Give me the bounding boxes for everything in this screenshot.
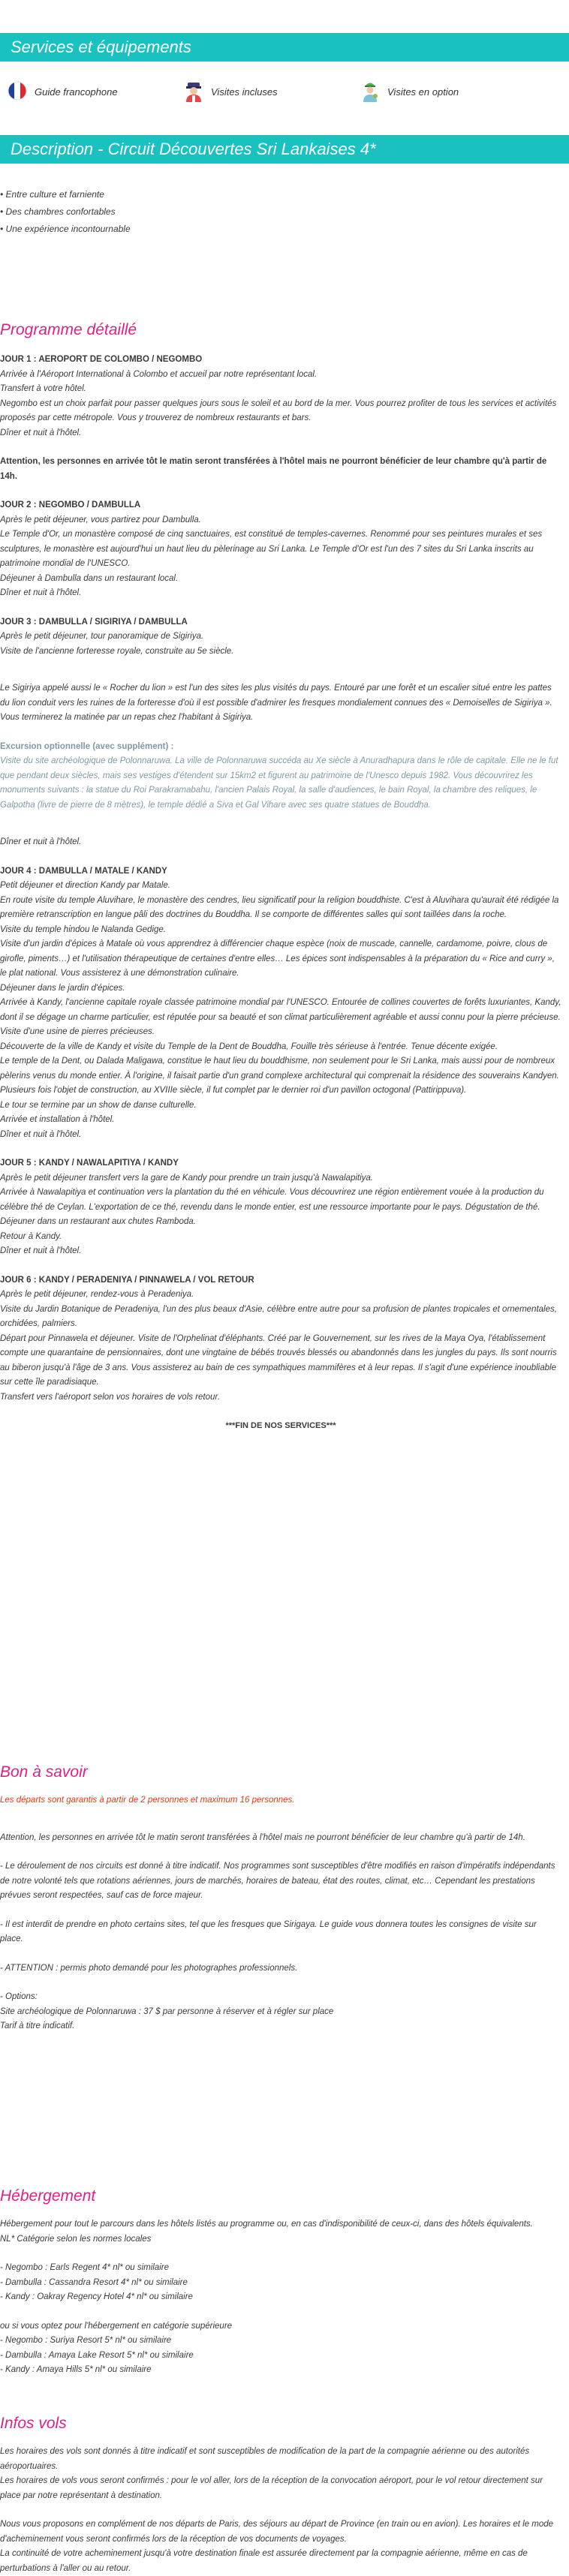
- info-text: Tarif à titre indicatif.: [0, 2021, 75, 2030]
- arrival-note: Attention, les personnes en arrivée tôt le matin seront transférées à l'hôtel mais ne pourront bénéficier de leur chambre qu'à partir de 14h.: [0, 457, 547, 481]
- hotel-item: - Dambulla : Cassandra Resort 4* nl* ou similaire: [0, 2277, 188, 2287]
- program-text: Le temple de la Dent, ou Dalada Maligawa, constitue le haut lieu du bouddhisme, non seulement pour le Sri Lanka, mais aussi pour de nombreux pèlerins venus du monde entier. À l'origine, il faisait partie d'un grand complexe architectural qui comprenait la résidence des souverains Kandyen. Plusieurs fois l'objet de construction, au XVIIIe siècle, il fut complet par le dernier roi d'un pavillon octogonal (Pattirippuva).: [0, 1057, 559, 1095]
- bon-a-savoir-body: [0, 1793, 561, 2034]
- info-text: Les horaires des vols sont donnés à titre indicatif et sont susceptibles de modification de la part de la compagnie aérienne ou des autorités aéroportuaires.: [0, 2447, 530, 2471]
- program-text: Après le petit déjeuner transfert vers la gare de Kandy pour prendre un train jusqu'à Nawalapitiya.: [0, 1173, 373, 1183]
- bullet-item: • Des chambres confortables: [0, 206, 116, 217]
- program-text: Déjeuner dans le jardin d'épices.: [0, 983, 125, 993]
- service-guide-label: Guide francophone: [35, 86, 118, 98]
- program-text: Après le petit déjeuner, vous partirez pour Dambulla.: [0, 515, 201, 525]
- program-text: Petit déjeuner et direction Kandy par Matale.: [0, 881, 170, 890]
- info-text: - Options:: [0, 1992, 38, 2001]
- program-text: Le Temple d'Or, un monastère composé de cinq sanctuaires, est constitué de temples-cavernes. Renommé pour ses peintures murales et ses sculptures, le monastère est aujourd'hui un haut lieu du pèlerinage au Sri Lanka. Le Temple d'Or est l'un des 7 sites du Sri Lanka inscrits au patrimoine mondial de l'UNESCO.: [0, 530, 543, 568]
- day-title: JOUR 1 : AEROPORT DE COLOMBO / NEGOMBO: [0, 355, 203, 364]
- program-text: Découverte de la ville de Kandy et visite du Temple de la Dent de Bouddha, Fouille très sérieuse à l'entrée. Tenue décente exigée.: [0, 1042, 498, 1051]
- info-text: - ATTENTION : permis photo demandé pour les photographes professionnels.: [0, 1963, 298, 1973]
- program-text: Le Sigiriya appelé aussi le « Rocher du lion » est l'un des sites les plus visités du pays. Entouré par une forêt et un escalier situé entre les pattes du lion conduit vers les ruines de la forteresse d'où il est possible d'admirer les fresques mondialement connues des « Demoiselles de Sigiriya ».: [0, 684, 552, 708]
- bullet-item: • Entre culture et farniente: [0, 189, 104, 200]
- info-text: Site archéologique de Polonnaruwa : 37 $ par personne à réserver et à régler sur place: [0, 2006, 334, 2016]
- info-text: NL* Catégorie selon les normes locales: [0, 2234, 152, 2244]
- program-text: En route visite du temple Aluvihare, le monastère des cendres, lieu significatif pour la religion bouddhiste. C'est à Aluvihara qu'aurait été rédigée la première retranscription en langue pâli des doctrines du Bouddha. Il se comporte de différentes salles qui sont taillées dans la roche.: [0, 895, 559, 919]
- program-text: Dîner et nuit à l'hôtel.: [0, 428, 82, 437]
- hotel-item: - Negombo : Suriya Resort 5* nl* ou similaire: [0, 2336, 172, 2345]
- hotel-item: - Dambulla : Amaya Lake Resort 5* nl* ou similaire: [0, 2350, 194, 2360]
- program-text: Dîner et nuit à l'hôtel.: [0, 837, 82, 846]
- info-text: ou si vous optez pour l'hébergement en catégorie supérieure: [0, 2321, 233, 2331]
- service-visits-included-label: Visites incluses: [211, 86, 278, 98]
- hotel-item: - Negombo : Earls Regent 4* nl* ou similaire: [0, 2263, 169, 2272]
- program-text: Visite de l'ancienne forteresse royale, construite au 5e siècle.: [0, 646, 234, 656]
- program-text: Dîner et nuit à l'hôtel.: [0, 1246, 82, 1255]
- optional-excursion-text: Visite du site archéologique de Polonnaruwa. La ville de Polonnaruwa succéda au Xe siècle à Anuradhapura dans le rôle de capitale. Elle ne le fut que pendant deux siècles, mais ses vestiges d'étendent sur 15km2 et figurent au patrimoine de l'Unesco depuis 1982. Vous découvrirez les monuments suivants : la statue du Roi Parakramabahu, l'ancien Palais Royal, la salle d'audiences, le bain Royal, la chambre des reliques, le Galpotha (livre de pierre de 8 mètres), le temple dédié a Siva et Gal Vihare avec ses quatre statues de Bouddha.: [0, 756, 558, 810]
- day-title: JOUR 3 : DAMBULLA / SIGIRIYA / DAMBULLA: [0, 617, 188, 627]
- services-row: [0, 75, 569, 108]
- optional-excursion-title: Excursion optionnelle (avec supplément) :: [0, 741, 174, 751]
- service-guide: [8, 75, 118, 108]
- program-title: Programme détaillé: [0, 321, 137, 338]
- service-visits-included: [184, 75, 278, 108]
- info-text: La continuité de votre acheminement jusqu'à votre destination finale est assurée directement par la compagnie aérienne, même en cas de perturbations à l'aller ou au retour.: [0, 2549, 528, 2573]
- guaranteed-departures-note: Les départs sont garantis à partir de 2 personnes et maximum 16 personnes.: [0, 1796, 295, 1805]
- service-visits-optional: [360, 75, 459, 108]
- program-text: Arrivée à l'Aéroport International à Colombo et accueil par notre représentant local.: [0, 369, 318, 379]
- program-text: Visite du temple hindou le Nalanda Gedige.: [0, 924, 166, 934]
- bon-a-savoir-title: Bon à savoir: [0, 1763, 88, 1781]
- service-visits-optional-label: Visites en option: [387, 86, 459, 98]
- hebergement-body: [0, 2217, 561, 2378]
- program-text: Le tour se termine par un show de danse culturelle.: [0, 1100, 197, 1110]
- program-text: Arrivée à Kandy, l'ancienne capitale royale classée patrimoine mondial par l'UNESCO. Entourée de collines couvertes de forêts luxuriantes, Kandy, dont il se dégage un charme particulier, est réputée pour sa beauté et son climat particulièrement agréable et aussi connu pour la pierre précieuse. Visite d'une usine de pierres précieuses.: [0, 998, 561, 1036]
- services-title: Services et équipements: [0, 33, 569, 62]
- day-title: JOUR 6 : KANDY / PERADENIYA / PINNAWELA / VOL RETOUR: [0, 1275, 254, 1285]
- program-body: [0, 353, 561, 1434]
- day-title: JOUR 2 : NEGOMBO / DAMBULLA: [0, 500, 141, 509]
- program-text: Arrivée et installation à l'hôtel.: [0, 1115, 115, 1124]
- info-text: Hébergement pour tout le parcours dans les hôtels listés au programme ou, en cas d'indisponibilité de ceux-ci, dans des hôtels équivalents.: [0, 2220, 533, 2229]
- optional-visits-icon: [360, 80, 380, 104]
- program-text: Déjeuner dans un restaurant aux chutes Ramboda.: [0, 1217, 196, 1226]
- description-bullets: [0, 186, 555, 238]
- program-text: Visite d'un jardin d'épices à Matale où vous apprendrez à différencier chaque espèce (noix de muscade, cannelle, cardamome, poivre, clous de girofle, piments…) et l'utilisation thérapeutique de certaines d'entre elles… Les épices sont indispensables à la préparation du « Rice and curry », le plat national. Vous assisterez à une démonstration culinaire.: [0, 939, 555, 978]
- program-text: Visite du Jardin Botanique de Peradeniya, l'un des plus beaux d'Asie, célèbre entre autre pour sa profusion de plantes tropicales et ornementales, orchidées, palmiers.: [0, 1304, 557, 1328]
- hotel-item: - Kandy : Amaya Hills 5* nl* ou similaire: [0, 2365, 152, 2374]
- info-text: - Le déroulement de nos circuits est donné à titre indicatif. Nos programmes sont susceptibles d'être modifiés en raison d'impératifs indépendants de notre volonté tels que rotations aériennes, jours de marchés, horaires de bateau, état des routes, climat, etc… Cependant les prestations prévues seront respectées, sauf cas de force majeur.: [0, 1862, 555, 1900]
- program-text: Après le petit déjeuner, tour panoramique de Sigiriya.: [0, 632, 204, 641]
- day-title: JOUR 4 : DAMBULLA / MATALE / KANDY: [0, 866, 167, 876]
- visits-included-icon: [184, 80, 203, 104]
- hebergement-title: Hébergement: [0, 2187, 96, 2205]
- program-text: Après le petit déjeuner, rendez-vous à Peradeniya.: [0, 1290, 194, 1299]
- end-of-services: ***FIN DE NOS SERVICES***: [225, 1421, 336, 1430]
- program-text: Negombo est un choix parfait pour passer quelques jours sous le soleil et au bord de la mer. Vous pourrez profiter de tous les services et activités proposés par cette métropole. Vous y trouverez de nombreux restaurants et bars.: [0, 398, 557, 422]
- info-text: - Il est interdit de prendre en photo certains sites, tel que les fresques que Sirigaya. Le guide vous donnera toutes les consignes de visite sur place.: [0, 1919, 537, 1943]
- program-text: Dîner et nuit à l'hôtel.: [0, 1129, 82, 1139]
- info-text: Attention, les personnes en arrivée tôt le matin seront transférées à l'hôtel mais ne pourront bénéficier de leur chambre qu'à partir de 14h.: [0, 1832, 525, 1842]
- description-title: Description - Circuit Découvertes Sri Lankaises 4*: [0, 135, 569, 164]
- program-text: Dîner et nuit à l'hôtel.: [0, 588, 82, 597]
- bullet-item: • Une expérience incontournable: [0, 224, 131, 234]
- infos-vols-title: Infos vols: [0, 2415, 67, 2432]
- info-text: Nous vous proposons en complément de nos départs de Paris, des séjours au départ de Province (en train ou en avion). Les horaires et le mode d'acheminement vous seront confirmés lors de la réception de vos documents de voyages.: [0, 2520, 554, 2544]
- info-text: Les horaires de vols vous seront confirmés : pour le vol aller, lors de la réception de la convocation aéroport, pour le vol retour directement sur place par notre représentant à destination.: [0, 2476, 543, 2500]
- french-flag-icon: [8, 81, 27, 103]
- program-text: Vous terminerez la matinée par un repas chez l'habitant à Sigiriya.: [0, 713, 254, 722]
- day-title: JOUR 5 : KANDY / NAWALAPITIYA / KANDY: [0, 1159, 179, 1168]
- hotel-item: - Kandy : Oakray Regency Hotel 4* nl* ou similaire: [0, 2292, 193, 2301]
- program-text: Arrivée à Nawalapitiya et continuation vers la plantation du thé en véhicule. Vous découvrirez une région entièrement vouée à la production du célèbre thé de Ceylan. L'exportation de ce thé, revendu dans le monde entier, est une ressource importante pour le pays. Dégustation de thé.: [0, 1188, 544, 1212]
- infos-vols-body: [0, 2445, 561, 2576]
- program-text: Transfert vers l'aéroport selon vos horaires de vols retour.: [0, 1392, 221, 1402]
- program-text: Déjeuner à Dambulla dans un restaurant local.: [0, 573, 179, 583]
- program-text: Départ pour Pinnawela et déjeuner. Visite de l'Orphelinat d'éléphants. Créé par le Gouvernement, sur les rives de la Maya Oya, l'établissement compte une quarantaine de pensionnaires, dont une vingtaine de bébés trouvés blessés ou abandonnés dans les jungles du pays. Ils sont nourris au biberon jusqu'à l'âge de 3 ans. Vous assisterez au bain de ces sympathiques mammifères et à leur repas. Il s'agit d'une expérience inoubliable sur cette île paradisiaque.: [0, 1333, 557, 1387]
- program-text: Transfert à votre hôtel.: [0, 384, 86, 393]
- program-text: Retour à Kandy.: [0, 1231, 62, 1241]
